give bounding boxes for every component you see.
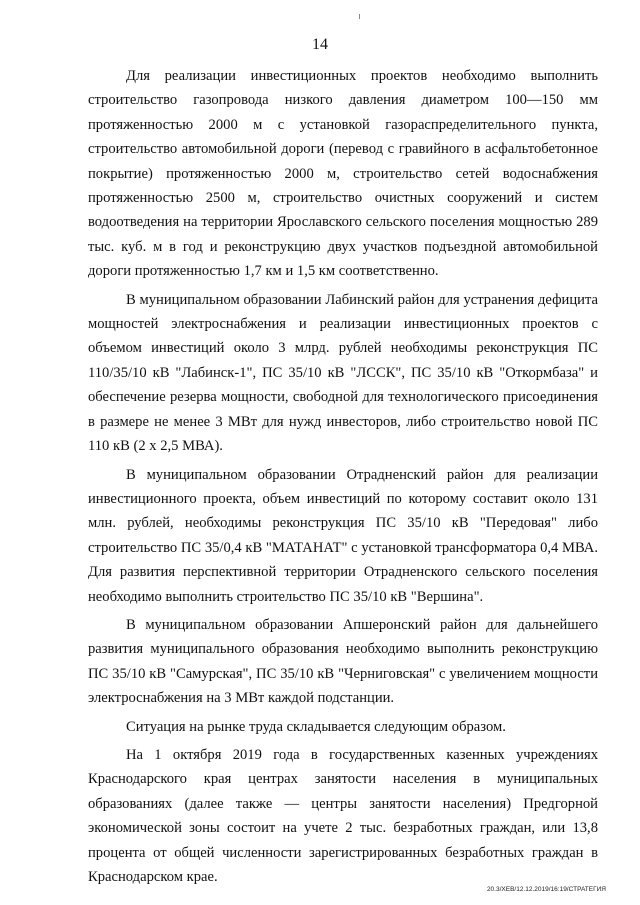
paragraph-otradnensky: В муниципальном образовании Отрадненский район для реализации инвестиционного проекта, объем инвестиций по которому составит около 131 млн. рублей, необходимы реконструкция ПС 35/10 кВ "Передовая" либо строительство ПС 35/0,4 кВ "МАТАНАТ" с установкой трансформатора 0,4 МВА. Для развития перспективной территории Отрадненского сельского поселения необходимо выполнить строительство ПС 35/10 кВ "Вершина". [88, 466, 598, 605]
page-number: 14 [312, 36, 328, 53]
footer-stamp: 20.3/ХЕВ/12.12.2019/16:19/СТРАТЕГИЯ [486, 886, 606, 893]
paragraph-gas-pipeline: Для реализации инвестиционных проектов необходимо выполнить строительство газопровода низкого давления диаметром 100—150 мм протяженностью 2000 м с установкой газораспределительного пункта, строительство автомобильной дороги (перевод с гравийного в асфальтобетонное покрытие) протяженностью 2000 м, строительство сетей водоснабжения протяженностью 2500 м, строительство очистных сооружений и систем водоотведения на территории Ярославского сельского поселения мощностью 289 тыс. куб. м в год и реконструкцию двух участков подъездной автомобильной дороги протяженностью 1,7 км и 1,5 км соответственно. [88, 68, 598, 280]
paragraph-apsheronsky: В муниципальном образовании Апшеронский район для дальнейшего развития муниципального образования необходимо выполнить реконструкцию ПС 35/10 кВ "Самурская", ПС 35/10 кВ "Черниговская" с увеличением мощности электроснабжения на 3 МВт каждой подстанции. [88, 616, 598, 707]
paragraph-labinsky: В муниципальном образовании Лабинский район для устранения дефицита мощностей электроснабжения и реализации инвестиционных проектов с объемом инвестиций около 3 млрд. рублей необходимы реконструкция ПС 110/35/10 кВ "Лабинск-1", ПС 35/10 кВ "ЛССК", ПС 35/10 кВ "Откормбаза" и обеспечение резерва мощности, свободной для технологического присоединения в размере не менее 3 МВт для нужд инвесторов, либо строительство новой ПС 110 кВ (2 х 2,5 МВА). [88, 291, 598, 455]
body-text [88, 64, 598, 889]
scan-mark [359, 14, 360, 19]
paragraph-unemployment: На 1 октября 2019 года в государственных казенных учреждениях Краснодарского края центрах занятости населения в муниципальных образованиях (далее также — центры занятости населения) Предгорной экономической зоны состоит на учете 2 тыс. безработных граждан, или 13,8 процента от общей численности зарегистрированных безработных граждан в Краснодарском крае. [88, 746, 598, 885]
paragraph-labor-market-intro: Ситуация на рынке труда складывается следующим образом. [126, 718, 506, 735]
